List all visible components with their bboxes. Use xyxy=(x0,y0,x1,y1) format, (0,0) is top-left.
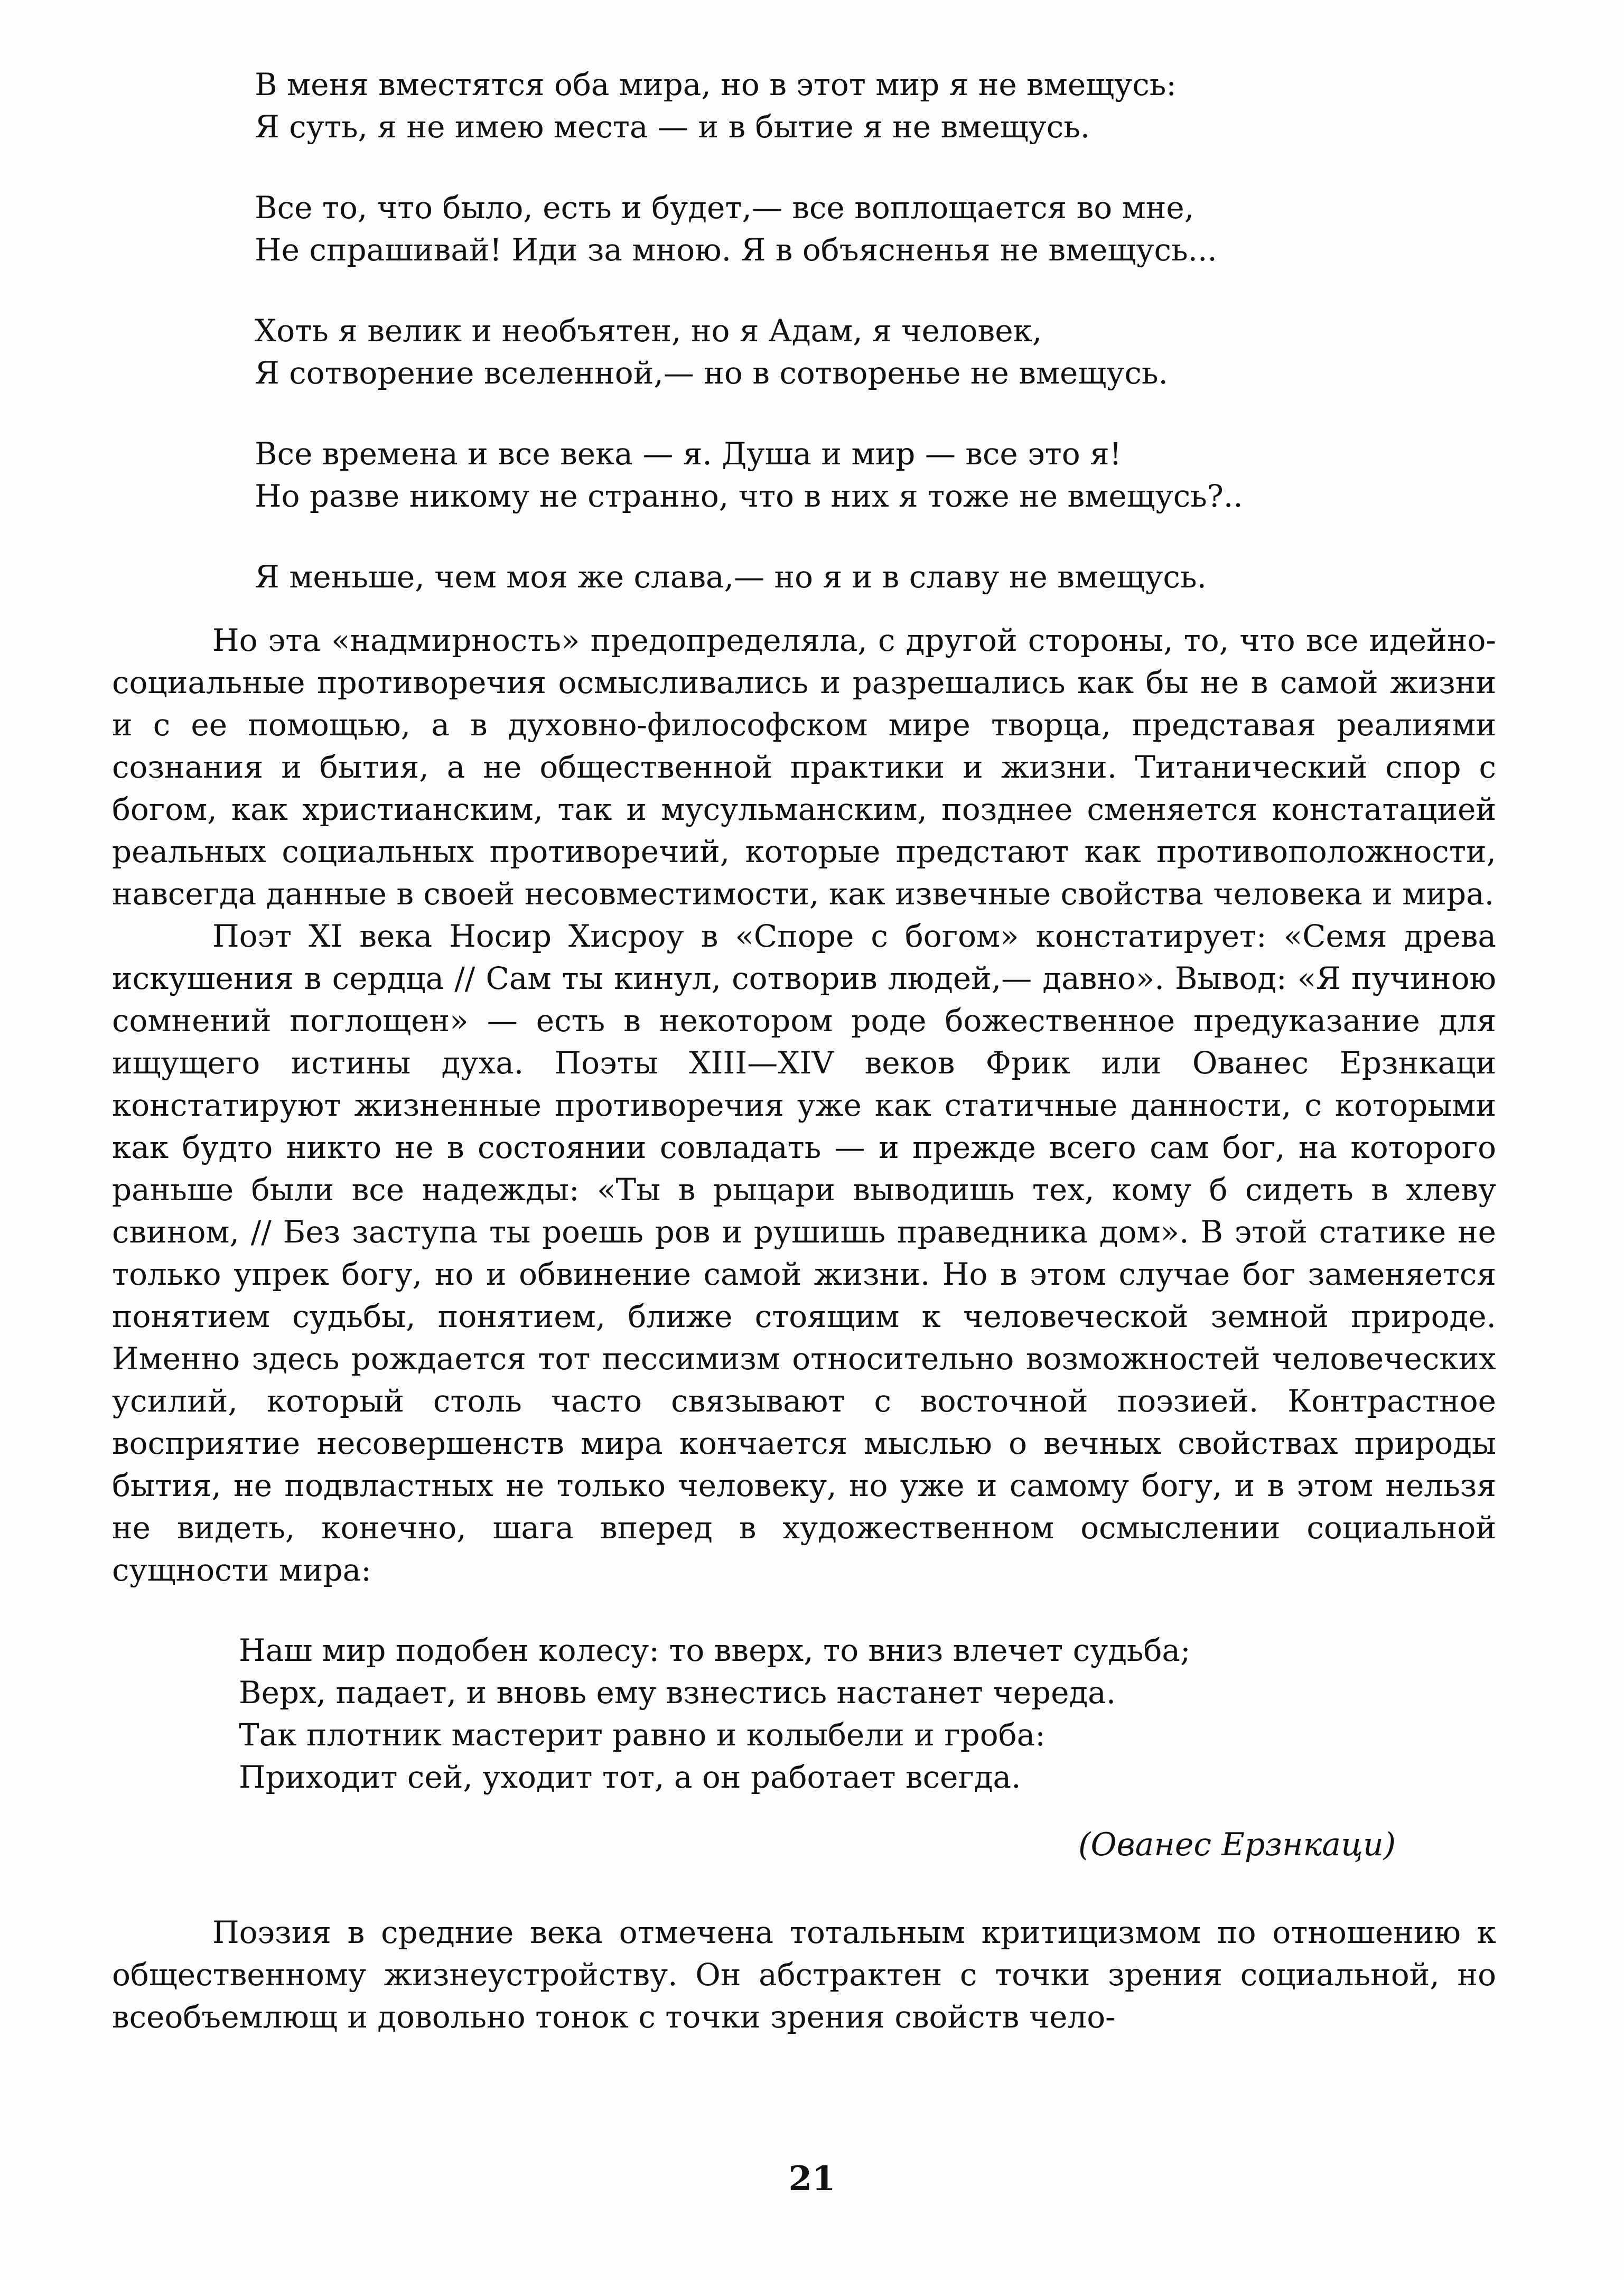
verse-line: Хоть я велик и необъятен, но я Адам, я человек, xyxy=(255,313,1042,349)
verse-line: Приходит сей, уходит тот, а он работает всегда. xyxy=(239,1759,1021,1795)
body-paragraph-2: Поэт XI века Носир Хисроу в «Споре с богом» констатирует: «Семя древа искушения в сердца // Сам ты кинул, сотворив людей,— давно». Вывод: «Я пучиною сомнений поглощен» — есть в некотором роде божественное предуказание для ищущего истины духа. Поэты XIII—XIV веков Фрик или Ованес Ерзнкаци констатируют жизненные противоречия уже как статичные данности, с которыми как будто никто не в состоянии совладать — и прежде всего сам бог, на которого раньше были все надежды: «Ты в рыцари выводишь тех, кому б сидеть в хлеву свином, // Без заступа ты роешь ров и рушишь праведника дом». В этой статике не только упрек богу, но и обвинение самой жизни. Но в этом случае бог заменяется понятием судьбы, понятием, ближе стоящим к человеческой земной природе. Именно здесь рождается тот пессимизм относительно возможностей человеческих усилий, который столь часто связывают с восточной поэзией. Контрастное восприятие несовершенств мира кончается мыслью о вечных свойствах природы бытия, не подвластных не только человеку, но уже и самому богу, и в этом нельзя не видеть, конечно, шага вперед в художественном осмыслении социальной сущности мира: xyxy=(112,918,1496,1588)
verse-line: Верх, падает, и вновь ему взнестись настанет череда. xyxy=(239,1675,1116,1711)
poem-stanza-3 xyxy=(255,310,1496,394)
verse-line: Но разве никому не странно, что в них я тоже не вмещусь?.. xyxy=(255,478,1243,514)
poem-stanza-4 xyxy=(255,433,1496,517)
poem-quote xyxy=(112,1629,1496,1798)
poem-top xyxy=(112,63,1496,598)
body-paragraph-3: Поэзия в средние века отмечена тотальным критицизмом по отношению к общественному жизнеустройству. Он абстрактен с точки зрения социальной, но всеобъемлющ и довольно тонок с точки зрения свойств чело- xyxy=(112,1914,1496,2035)
verse-line: Не спрашивай! Иди за мною. Я в объясненья не вмещусь... xyxy=(255,232,1217,268)
poem-attribution: (Ованес Ерзнкаци) xyxy=(1078,1826,1396,1863)
verse-line: Так плотник мастерит равно и колыбели и гроба: xyxy=(239,1717,1046,1753)
verse-line: Все то, что было, есть и будет,— все воплощается во мне, xyxy=(255,190,1194,226)
poem-stanza-2 xyxy=(255,186,1496,271)
poem-stanza-5 xyxy=(255,556,1496,598)
text-column xyxy=(112,63,1496,2038)
verse-line: Наш мир подобен колесу: то вверх, то вниз влечет судьба; xyxy=(239,1632,1191,1668)
verse-line: Все времена и все века — я. Душа и мир — все это я! xyxy=(255,436,1122,472)
poem-stanza-1 xyxy=(255,63,1496,148)
verse-line: В меня вместятся оба мира, но в этот мир я не вмещусь: xyxy=(255,67,1177,102)
body-paragraph-1: Но эта «надмирность» предопределяла, с другой стороны, то, что все идейно-социальные противоречия осмысливались и разрешались как бы не в самой жизни и с ее помощью, а в духовно-философском мире творца, представая реалиями сознания и бытия, а не общественной практики и жизни. Титанический спор с богом, как христианским, так и мусульманским, позднее сменяется констатацией реальных социальных противоречий, которые предстают как противоположности, навсегда данные в своей несовместимости, как извечные свойства человека и мира. xyxy=(112,622,1496,912)
verse-line: Я суть, я не имею места — и в бытие я не вмещусь. xyxy=(255,109,1090,145)
verse-line: Я меньше, чем моя же слава,— но я и в славу не вмещусь. xyxy=(255,559,1207,595)
verse-line: Я сотворение вселенной,— но в сотворенье не вмещусь. xyxy=(255,355,1168,391)
page-number: 21 xyxy=(788,2159,836,2199)
